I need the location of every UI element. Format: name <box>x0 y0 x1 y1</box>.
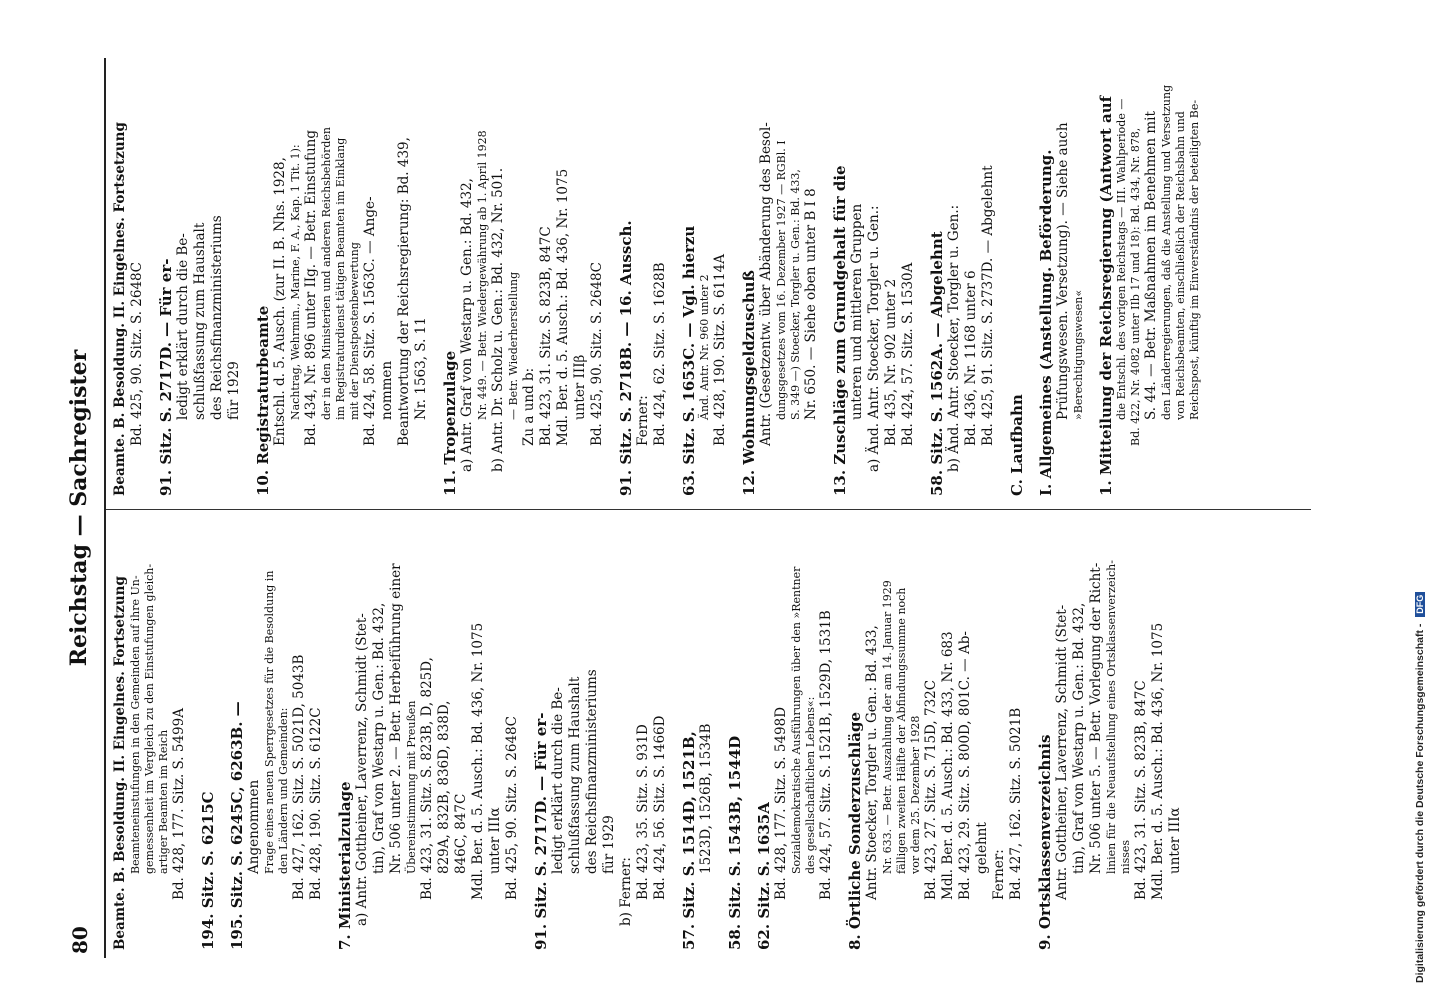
right-column-line: des Reichsfinanzministeriums <box>209 215 225 420</box>
left-column-line: Bd. 423, 31. Sitz. S. 823B, 847C <box>1133 680 1149 900</box>
right-column-line: ledigt erklärt durch die Be- <box>175 233 191 420</box>
left-column-line: ledigt erklärt durch die Be- <box>550 687 566 874</box>
left-column-line: gelehnt <box>974 822 990 874</box>
dfg-logo: DFG <box>1415 592 1425 617</box>
left-column-line: 58. Sitz. S. 1543B, 1544D <box>726 735 744 950</box>
left-column-line: Bd. 427, 162. Sitz. S. 5021B <box>1008 707 1024 900</box>
left-column-line: b) Ferner: <box>618 857 634 926</box>
right-column-line: b) Änd. Antr. Stoecker, Torgler u. Gen.: <box>946 204 962 472</box>
left-column-line: Bd. 423, 31. Sitz. S. 823B, D, 825D, <box>419 657 435 900</box>
left-column-line: Mdl. Ber. d. 5. Ausch.: Bd. 436, Nr. 1075 <box>470 622 486 900</box>
left-column-line: Bd. 425, 90. Sitz. S. 2648C <box>504 716 520 900</box>
left-column-line: des gesellschaftlichen Lebens«: <box>804 696 817 874</box>
left-column-line: Beamte. B. Besoldung. II. Eingelnes. Fortsetzung <box>112 576 128 950</box>
left-column-line: Sozialdemokratische Ausführungen über den »Rentner <box>790 566 803 874</box>
left-column-line: Mdl. Ber. d. 5. Ausch.: Bd. 436, Nr. 1075 <box>1150 622 1166 900</box>
right-column-line: a) Änd. Antr. Stoecker, Torgler u. Gen.: <box>866 205 882 472</box>
right-column-line: Bd. 428, 190. Sitz. S. 6114A <box>712 254 728 446</box>
left-column-line: 846C, 847C <box>453 793 469 874</box>
right-column-line: Bd. 422, Nr. 4082 unter IIb 17 und 18): Bd. 434, Nr. 878, <box>1129 127 1142 446</box>
right-column-line: Prüfungswesen. Versetzung). — Siehe auch <box>1055 122 1071 420</box>
left-column-line: 9. Ortsklassenverzeichnis <box>1036 734 1054 950</box>
right-column-line: S. 44. — Betr. Maßnahmen im Benehmen mit <box>1143 111 1159 420</box>
right-column-line: 11. Tropenzulage <box>441 350 459 496</box>
page-number: 80 <box>68 926 92 954</box>
left-column-line: Bd. 428, 190. Sitz. S. 6122C <box>308 707 324 900</box>
left-column-line: Bd. 428, 177. Sitz. S. 5499A <box>171 708 187 900</box>
right-column-line: Nachtrag, Wehrmin., Marine, F. A., Kap. 1 Tit. 1): <box>289 144 302 420</box>
left-column-line: Nr. 506 unter 2. — Betr. Herbeiführung einer <box>388 563 404 874</box>
left-column-line: nisses <box>1119 839 1132 874</box>
right-column-line: Mdl. Ber. d. 5. Ausch.: Bd. 436, Nr. 1075 <box>555 168 571 446</box>
right-column-line: Bd. 435, Nr. 902 unter 2 <box>883 278 899 446</box>
right-column-line: Reichspost, künftig im Einverständnis der beteiligten Be- <box>1188 99 1201 420</box>
left-column-line: Antr. Stoecker, Torgler u. Gen.: Bd. 433, <box>864 625 880 900</box>
right-column-line: den Länderregierungen, daß die Anstellung und Versetzung <box>1160 84 1173 420</box>
left-column-line: Bd. 424, 57. Sitz. S. 1521B, 1529D, 1531B <box>818 610 834 900</box>
right-column-line: S. 349 —) Stoecker, Torgler u. Gen.: Bd. 433, <box>789 169 802 420</box>
left-column-line: Übereinstimmung mit Preußen <box>405 700 418 874</box>
left-column-line: 829A, 832B, 836D, 838D, <box>436 700 452 874</box>
right-column-line: dungsgesetzes vom 16. Dezember 1927 — RGBl. I <box>775 140 788 420</box>
right-column-line: Nr. 650. — Siehe oben unter B I 8 <box>803 188 819 420</box>
right-column-line: schlußfassung zum Haushalt <box>192 222 208 420</box>
rotated-page <box>60 58 1320 958</box>
left-column-line: Mdl. Ber. d. 5. Ausch.: Bd. 433, Nr. 683 <box>940 631 956 900</box>
right-column-line: Bd. 434, Nr. 896 unter IIg. — Betr. Einstufung <box>303 130 319 446</box>
left-column-line: tin), Graf von Westarp u. Gen.: Bd. 432, <box>371 602 387 874</box>
left-column-line: Nr. 633. — Betr. Auszahlung der am 14. Januar 1929 <box>881 580 894 874</box>
header-rule <box>104 58 106 958</box>
left-column-line: Bd. 423, 27. Sitz. S. 715D, 732C <box>923 679 939 900</box>
left-column-line: Beamteneinstufungen in den Gemeinden auf ihre Un- <box>129 575 142 874</box>
right-column-line: »Berechtigungswesen« <box>1072 289 1085 420</box>
left-column-line: 195. Sitz. S. 6245C, 6263B. — <box>228 701 246 950</box>
right-column-line: unter IIIβ <box>572 354 588 420</box>
page-header <box>60 58 100 958</box>
left-column-line: unter IIIα <box>487 807 503 874</box>
right-column-line: Ferner: <box>635 395 651 446</box>
left-column-line: Bd. 423, 35. Sitz. S. 931D <box>635 724 651 900</box>
left-column-line: Bd. 424, 56. Sitz. S. 1466D <box>652 715 668 900</box>
left-column-line: Bd. 423, 29. Sitz. S. 800D, 801C. — Ab- <box>957 631 973 900</box>
right-column-line: C. Laufbahn <box>1008 394 1026 496</box>
right-column-line: I. Allgemeines (Anstellung. Beförderung. <box>1037 149 1055 496</box>
right-column-line: Antr. (Gesetzentw. über Abänderung des Besol- <box>758 122 774 446</box>
right-column-line: Bd. 424, 62. Sitz. S. 1628B <box>652 262 668 446</box>
right-column-line: Bd. 425, 90. Sitz. S. 2648C <box>129 262 145 446</box>
right-column-line: Änd. Antr. Nr. 960 unter 2 <box>698 274 711 420</box>
right-column-line: im Registraturdienst tätigen Beamten im Einklang <box>334 137 347 420</box>
digitization-credit <box>1412 8 1432 988</box>
right-column-line: nommen <box>379 360 395 420</box>
left-column-line: Bd. 427, 162. Sitz. S. 5021D, 5043B <box>291 654 307 900</box>
left-column-line: a) Antr. Gottheiner, Laverrenz, Schmidt (Stet- <box>354 613 370 926</box>
left-column-line: fälligen zweiten Hälfte der Abfindungssumme noch <box>895 587 908 874</box>
right-column-line: 91. Sitz. S. 2718B. — 16. Aussch. <box>617 220 635 496</box>
credit-text: Digitalisierung gefördert durch die Deutsche Forschungsgemeinschaft - <box>1414 623 1426 983</box>
left-column-line: gemessenheit im Vergleich zu den Einstufungen gleich- <box>143 563 156 874</box>
left-column-line: Nr. 506 unter 5. — Betr. Vorlegung der Richt- <box>1088 562 1104 874</box>
right-column-line: Nr. 449. — Betr. Wiedergewährung ab 1. April 1928 <box>476 130 489 420</box>
right-column-line: Beantwortung der Reichsregierung: Bd. 439, <box>396 137 412 446</box>
right-column-line: Beamte. B. Besoldung. II. Eingelnes. Fortsetzung <box>112 122 128 496</box>
right-column-line: mit der Dienstpostenbewertung <box>348 242 361 420</box>
right-column-line: die Entschl. des vorigen Reichstags — III. Wahlperiode — <box>1115 98 1128 420</box>
left-column-line: Ferner: <box>991 849 1007 900</box>
left-column-line: vor dem 25. Dezember 1928 <box>909 715 922 874</box>
left-column-line: unter IIIα <box>1167 807 1183 874</box>
right-column-line: Entschl. d. 5. Ausch. (zur II. B. Nhs. 1928, <box>272 157 288 446</box>
left-column-line: 8. Örtliche Sonderzuschläge <box>846 711 864 950</box>
right-column-line: von Reichsbeamten, einschließlich der Reichsbahn und <box>1174 111 1187 420</box>
running-head: Reichstag — Sachregister <box>66 349 92 667</box>
right-column-line: Bd. 424, 58. Sitz. S. 1563C. — Ange- <box>362 196 378 446</box>
left-column-line: des Reichsfinanzministeriums <box>584 669 600 874</box>
left-column-line: Antr. Gottheiner, Laverrenz, Schmidt (Stet- <box>1054 604 1070 900</box>
right-column-line: Bd. 425, 91. Sitz. S. 2737D. — Abgelehnt <box>980 165 996 446</box>
right-column-line: 1. Mitteilung der Reichsregierung (Antwort auf <box>1097 95 1115 496</box>
left-column-line: Angenommen <box>246 779 262 874</box>
left-column-line: 194. Sitz. S. 6215C <box>199 791 217 950</box>
left-column-line: 57. Sitz. S. 1514D, 1521B, <box>680 731 698 950</box>
left-column-line: 1523D, 1526B, 1534B <box>698 723 714 874</box>
right-column-line: Nr. 1563, S. 11 <box>413 317 429 420</box>
left-column-line: tin), Graf von Westarp u. Gen.: Bd. 432, <box>1071 602 1087 874</box>
right-column <box>112 71 1202 496</box>
right-column-line: der in den Ministerien und anderen Reichsbehörden <box>320 127 333 420</box>
left-column <box>112 525 1184 950</box>
right-column-line: 91. Sitz. S. 2717D. — Für er- <box>157 258 175 496</box>
left-column-line: den Ländern und Gemeinden: <box>277 707 290 874</box>
right-column-line: Bd. 436, Nr. 1168 unter 6 <box>963 270 979 446</box>
right-column-line: für 1929 <box>226 361 242 420</box>
column-divider <box>106 509 1311 510</box>
right-column-line: — Betr. Wiederherstellung <box>507 271 520 420</box>
right-column-line: 63. Sitz. S. 1653C. — Vgl. hierzu <box>680 225 698 496</box>
right-column-line: 58. Sitz. S. 1562A. — Abgelehnt <box>928 231 946 496</box>
right-column-line: unteren und mittleren Gruppen <box>849 203 865 420</box>
left-column-line: für 1929 <box>601 815 617 874</box>
left-column-line: 7. Ministerialzulage <box>336 781 354 950</box>
right-column-line: Bd. 425, 90. Sitz. S. 2648C <box>589 262 605 446</box>
right-column-line: Bd. 424, 57. Sitz. S. 1530A <box>900 262 916 446</box>
left-column-line: 91. Sitz. S. 2717D. — Für er- <box>532 712 550 950</box>
left-column-line: artiger Beamten im Reich <box>157 729 170 874</box>
left-column-line: 62. Sitz. S. 1635A <box>755 802 773 950</box>
right-column-line: 12. Wohnungsgeldzuschuß <box>740 270 758 496</box>
left-column-line: linien für die Neuaufstellung eines Ortsklassenverzeich- <box>1105 560 1118 874</box>
right-column-line: b) Antr. Dr. Scholz u. Gen.: Bd. 432, Nr. 501. <box>490 167 506 472</box>
left-column-line: schlußfassung zum Haushalt <box>567 676 583 874</box>
right-column-line: 13. Zuschläge zum Grundgehalt für die <box>831 165 849 496</box>
right-column-line: Bd. 423, 31. Sitz. S. 823B, 847C <box>538 226 554 446</box>
right-column-line: a) Antr. Graf von Westarp u. Gen.: Bd. 432, <box>459 178 475 472</box>
left-column-line: Bd. 428, 177. Sitz. S. 5498D <box>773 706 789 900</box>
left-column-line: Frage eines neuen Sperrgesetzes für die Besoldung in <box>263 570 276 874</box>
right-column-line: 10. Registraturbeamte <box>254 305 272 496</box>
right-column-line: Zu a und b: <box>521 367 537 446</box>
